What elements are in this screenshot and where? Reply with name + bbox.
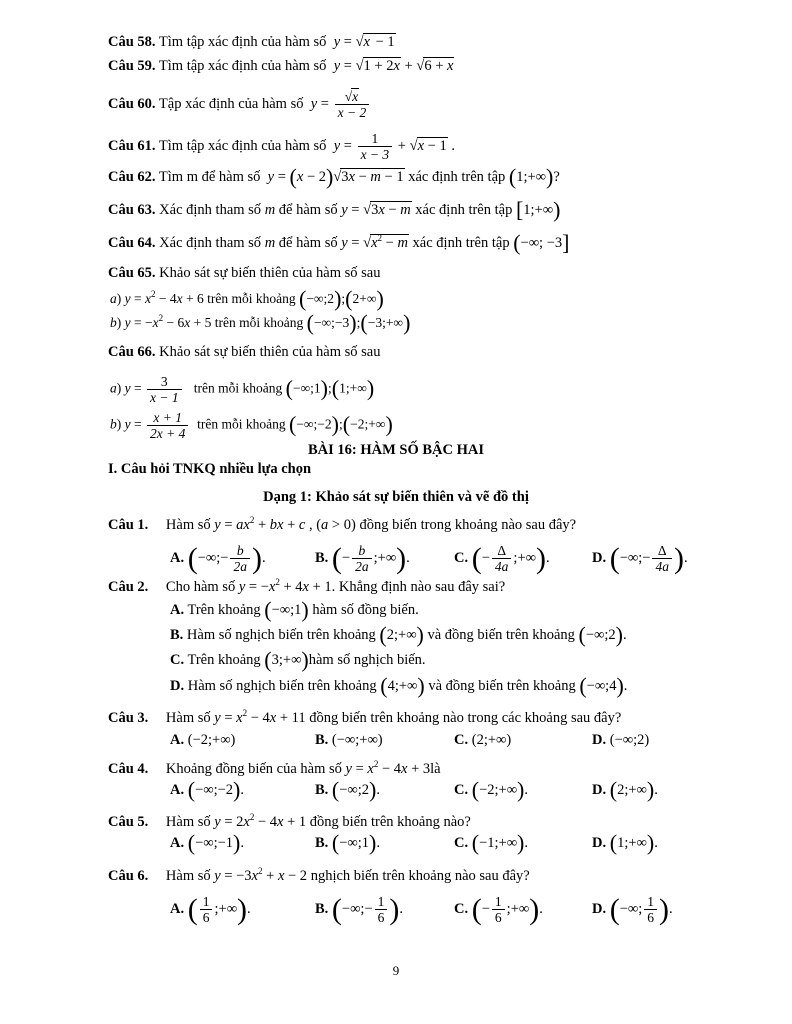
question-text: xác định trên tập	[415, 202, 513, 218]
option-label: D.	[170, 678, 185, 694]
option-label: D.	[592, 549, 607, 566]
mcq-5-option-b[interactable]: B. (−∞;1).	[315, 830, 380, 855]
mcq-6-option-d[interactable]: D. (−∞; $\frac{1}{6}$ ).	[592, 892, 673, 926]
mcq-1-option-c[interactable]: C. (− $\frac{\Delta}{4a}$ ;+∞).	[454, 541, 550, 575]
option-text: và đồng biến trên khoảng	[427, 627, 575, 643]
option-label: A.	[170, 900, 185, 917]
option-label: B.	[315, 782, 329, 798]
question-label: Câu 5.	[108, 814, 149, 830]
option-label: C.	[454, 900, 469, 917]
question-text: trên mỗi khoảng	[214, 315, 304, 330]
mcq-3: Câu 3. Hàm số $y = x^2 - 4x + 11$ đồng biến trên khoảng nào trong các khoảng sau đây?	[108, 708, 622, 726]
option-label: A.	[170, 549, 185, 566]
question-63: Câu 63. Xác định tham số m để hàm số y = √3x − m xác định trên tập [1;+∞)	[108, 197, 561, 222]
mcq-2: Câu 2. Cho hàm số $y = -x^2 + 4x + 1$. Khẳng định nào sau đây sai?	[108, 577, 506, 595]
question-label: Câu 2.	[108, 579, 149, 595]
question-text: xác định trên tập	[408, 169, 506, 185]
question-text: trên mỗi khoảng	[207, 291, 296, 306]
question-text: Hàm số	[165, 710, 211, 726]
mcq-3-option-b[interactable]: B. (−∞;+∞)	[315, 732, 383, 748]
mcq-1-option-d[interactable]: D. (−∞;− $\frac{\Delta}{4a}$ ).	[592, 541, 688, 575]
question-label: Câu 65.	[108, 265, 156, 281]
option-text: Trên khoảng	[187, 602, 261, 618]
question-text: đồng biến trong khoảng nào sau đây?	[359, 517, 577, 533]
option-label: B.	[315, 900, 329, 917]
mcq-2-option-a[interactable]: A. Trên khoảng (−∞;1) hàm số đồng biến.	[170, 597, 419, 622]
lesson-title: BÀI 16: HÀM SỐ BẬC HAI	[307, 442, 485, 458]
question-label: Câu 60.	[108, 95, 156, 112]
mcq-5-option-c[interactable]: C. (−1;+∞).	[454, 830, 528, 855]
mcq-4: Câu 4. Khoảng đồng biến của hàm số $y = x^2 - 4x$ + 3là	[108, 759, 441, 777]
question-text: Xác định tham số	[159, 235, 262, 251]
question-label: Câu 62.	[108, 169, 156, 185]
option-label: A.	[170, 782, 185, 798]
question-label: Câu 3.	[108, 710, 149, 726]
option-label: D.	[592, 782, 607, 798]
mcq-5-option-d[interactable]: D. (1;+∞).	[592, 830, 658, 855]
mcq-5-option-a[interactable]: A. (−∞;−1).	[170, 830, 244, 855]
mcq-4-option-a[interactable]: A. (−∞;−2).	[170, 777, 244, 802]
mcq-1-option-b[interactable]: B. (− $\frac{b}{2a}$ ;+∞).	[315, 541, 410, 575]
mcq-3-option-a[interactable]: A. (−2;+∞)	[170, 732, 236, 748]
option-text: Hàm số nghịch biến trên khoảng	[186, 627, 376, 643]
question-58: Câu 58. Tìm tập xác định của hàm số y = √x − 1	[108, 34, 395, 50]
mcq-2-option-d[interactable]: D. Hàm số nghịch biến trên khoảng (4;+∞) và đồng biến trên khoảng (−∞;4).	[170, 673, 628, 698]
mcq-6: Câu 6. Hàm số $y = -3x^2 + x - 2$ nghịch biến trên khoảng nào sau đây?	[108, 866, 530, 884]
option-label: B.	[315, 732, 329, 748]
option-label: C.	[454, 782, 469, 798]
question-60: Câu 60. Tập xác định của hàm số y = $\frac{√x}{x - 2}$	[108, 89, 371, 120]
question-text: để hàm số	[278, 202, 338, 218]
option-text: hàm số đồng biến.	[312, 602, 419, 618]
form-title: Dạng 1: Khảo sát sự biến thiên và vẽ đồ thị	[263, 489, 529, 505]
option-label: C.	[170, 652, 185, 668]
question-text: Tìm tập xác định của hàm số	[158, 34, 327, 50]
question-label: Câu 59.	[108, 58, 156, 74]
mcq-1: Câu 1. Hàm số $y = ax^2$ + bx + c , (a > 0) đồng biến trong khoảng nào sau đây?	[108, 515, 577, 533]
question-text: trên mỗi khoảng	[197, 416, 286, 432]
option-label: C.	[454, 549, 469, 566]
question-text: Khảo sát sự biến thiên của hàm số sau	[159, 265, 381, 281]
mcq-4-option-c[interactable]: C. (−2;+∞).	[454, 777, 528, 802]
option-text: và đồng biến trên khoảng	[428, 678, 576, 694]
question-text: Khoảng đồng biến của hàm số	[165, 761, 342, 777]
question-text: Xác định tham số	[159, 202, 262, 218]
mcq-1-option-a[interactable]: A. (−∞;− $\frac{b}{2a}$ ).	[170, 541, 266, 575]
question-66-a: a) y = $\frac{3}{x - 1}$ trên mỗi khoảng (−∞;1);(1;+∞)	[110, 374, 375, 405]
section-title: I. Câu hỏi TNKQ nhiều lựa chọn	[108, 461, 312, 477]
question-label: Câu 4.	[108, 761, 149, 777]
mcq-3-option-d[interactable]: D. (−∞;2)	[592, 732, 650, 748]
question-66	[108, 343, 380, 361]
option-label: C.	[454, 732, 469, 748]
option-text: hàm số nghịch biến.	[308, 652, 426, 668]
mcq-3-option-c[interactable]: C. (2;+∞)	[454, 732, 512, 748]
option-label: A.	[170, 835, 185, 851]
question-text: Hàm số	[165, 814, 211, 830]
question-label: Câu 1.	[108, 517, 149, 533]
question-text: Tìm tập xác định của hàm số	[158, 58, 327, 74]
question-label: Câu 58.	[108, 34, 156, 50]
option-label: B.	[170, 627, 184, 643]
option-label: A.	[170, 602, 185, 618]
question-text: . Khẳng định nào sau đây sai?	[331, 579, 506, 595]
mcq-6-option-b[interactable]: B. (−∞;− $\frac{1}{6}$ ).	[315, 892, 404, 926]
question-label: Câu 64.	[108, 235, 156, 251]
question-text: trên mỗi khoảng	[193, 380, 283, 396]
option-label: D.	[592, 835, 607, 851]
mcq-6-option-c[interactable]: C. (− $\frac{1}{6}$ ;+∞).	[454, 892, 543, 926]
mcq-2-option-b[interactable]: B. Hàm số nghịch biến trên khoảng (2;+∞) và đồng biến trên khoảng (−∞;2).	[170, 622, 627, 647]
option-text: Trên khoảng	[187, 652, 261, 668]
option-label: D.	[592, 900, 607, 917]
question-text: Cho hàm số	[165, 579, 236, 595]
question-label: Câu 66.	[108, 344, 156, 360]
question-text: Hàm số	[165, 868, 211, 884]
option-label: B.	[315, 549, 329, 566]
question-label: Câu 63.	[108, 202, 156, 218]
question-text: Tìm tập xác định của hàm số	[158, 137, 327, 154]
question-66-b: b) y = $\frac{x + 1}{2x + 4}$ trên mỗi khoảng (−∞;−2);(−2;+∞)	[110, 410, 393, 441]
question-text: xác định trên tập	[412, 235, 510, 251]
question-65-a: a) $y = x^2 - 4x + 6$ trên mỗi khoảng (−∞;2);(2+∞)	[110, 286, 384, 311]
mcq-4-option-d[interactable]: D. (2;+∞).	[592, 777, 658, 802]
option-label: A.	[170, 732, 185, 748]
question-label: Câu 61.	[108, 137, 156, 154]
question-65-b: b) $y = -x^2 - 6x + 5$ trên mỗi khoảng (−∞;−3);(−3;+∞)	[110, 310, 411, 335]
mcq-5: Câu 5. Hàm số $y = 2x^2 - 4x + 1$ đồng biến trên khoảng nào?	[108, 812, 471, 830]
option-label: B.	[315, 835, 329, 851]
question-text: đồng biến trên khoảng nào trong các khoảng sau đây?	[309, 710, 622, 726]
question-text: Hàm số	[165, 517, 211, 533]
question-59: Câu 59. Tìm tập xác định của hàm số y = √1 + 2x + √6 + x	[108, 58, 454, 74]
mcq-2-option-c[interactable]: C. Trên khoảng (3;+∞)hàm số nghịch biến.	[170, 647, 426, 672]
question-text: Khảo sát sự biến thiên của hàm số sau	[159, 344, 381, 360]
question-text: là	[430, 761, 441, 777]
option-text: Hàm số nghịch biến trên khoảng	[187, 678, 377, 694]
mcq-6-option-a[interactable]: A. ( $\frac{1}{6}$ ;+∞).	[170, 892, 251, 926]
question-label: Câu 6.	[108, 868, 149, 884]
question-text: nghịch biến trên khoảng nào sau đây?	[310, 868, 530, 884]
question-61: Câu 61. Tìm tập xác định của hàm số y = $\frac{1}{x - 3}$ + √x − 1 .	[108, 131, 455, 162]
question-text: Tìm m để hàm số	[158, 169, 261, 185]
question-text: Tập xác định của hàm số	[158, 95, 304, 112]
question-text: đồng biến trên khoảng nào?	[309, 814, 471, 830]
question-text: để hàm số	[278, 235, 338, 251]
question-65	[108, 264, 380, 282]
page-number: 9	[392, 963, 400, 978]
option-label: C.	[454, 835, 469, 851]
option-label: D.	[592, 732, 607, 748]
question-62: Câu 62. Tìm m để hàm số y = (x − 2)√3x − m − 1 xác định trên tập (1;+∞)?	[108, 164, 560, 189]
mcq-4-option-b[interactable]: B. (−∞;2).	[315, 777, 380, 802]
question-64: Câu 64. Xác định tham số m để hàm số $y = √x^2 - m$ xác định trên tập (−∞; −3]	[108, 230, 570, 255]
